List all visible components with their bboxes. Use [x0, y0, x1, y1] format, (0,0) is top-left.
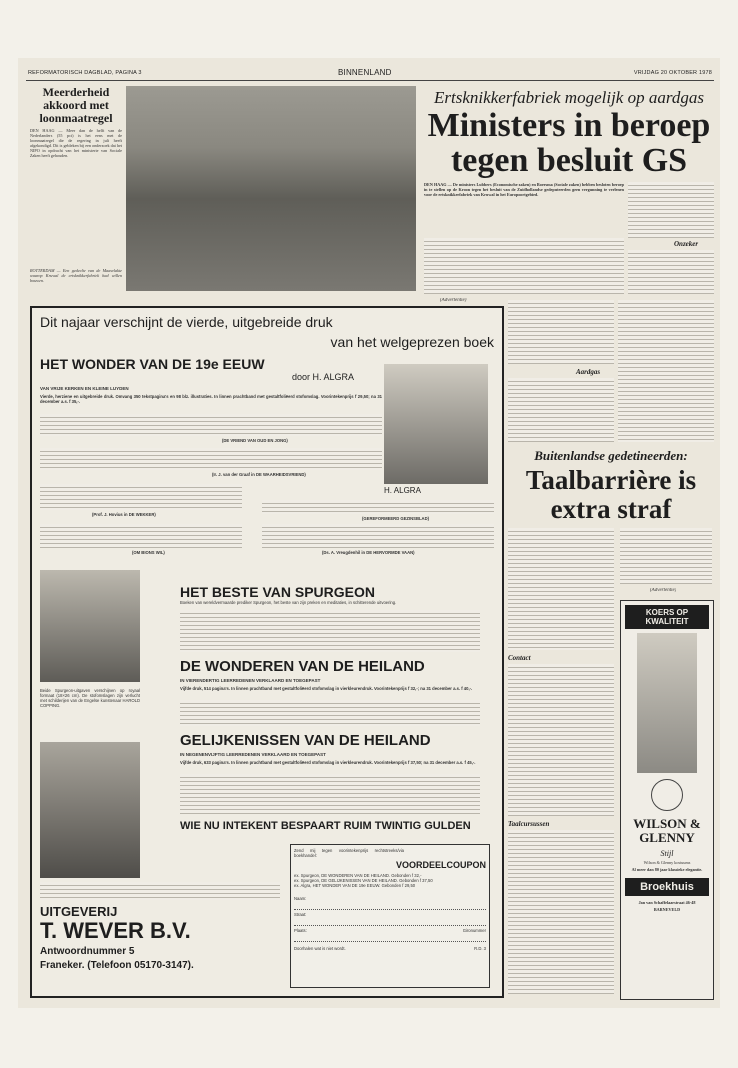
quote3 [262, 500, 494, 514]
quote5-source: (OM BIONS WIL) [132, 550, 165, 555]
quote6 [262, 524, 494, 548]
quote2 [40, 448, 382, 470]
book4-title: GELIJKENISSEN VAN DE HEILAND [180, 732, 431, 749]
algra-label: H. ALGRA [384, 486, 421, 495]
quote2-source: (Ir. J. van der Graaf in DE WAARHEIDSVRIEND) [212, 472, 306, 477]
header-rule [26, 80, 714, 81]
article3-body3 [508, 830, 614, 994]
book4-sub: IN NEGENENVIJFTIG LEERREDENEN VERKLAARD EN TOEGEPAST [180, 752, 326, 757]
coupon-line3[interactable]: ex. Algra, HET WONDER VAN DE 19e EEUW. Gebonden f 29,50 [294, 883, 416, 888]
article3-col2 [620, 528, 712, 584]
coupon-plaats-field[interactable] [294, 935, 486, 942]
rightad-sub: Al meer dan 80 jaar klassieke elegantie. [631, 867, 703, 872]
spurgeon-portrait [40, 570, 140, 682]
book2-body [180, 610, 480, 652]
algra-portrait [384, 364, 488, 484]
rightad-city: BARNEVELD [653, 907, 681, 912]
wilson-glenny-ad [620, 600, 714, 1000]
article3-kicker: Buitenlandse gedetineerden: [534, 448, 688, 463]
ad-top1: Dit najaar verschijnt de vierde, uitgebreide druk [40, 314, 333, 330]
publisher-city: Franeker. (Telefoon 05170-3147). [40, 960, 194, 971]
ad-top2: van het welgeprezen boek [330, 334, 494, 350]
article3-title: Taalbarrière is extra straf [525, 465, 697, 524]
crest-icon [651, 779, 683, 811]
book-advertisement [30, 306, 504, 998]
coupon-naam-field[interactable] [294, 903, 486, 910]
rightad-top: KOERS OP KWALITEIT [625, 605, 709, 629]
header-left: REFORMATORISCH DAGBLAD, PAGINA 3 [28, 70, 142, 76]
article2-sub-onzeker: Onzeker [674, 240, 699, 248]
coupon-intro: Zend mij tegen voorintekenprijs rechtstreeks/via boekhandel: [294, 848, 404, 858]
article2-body-right [628, 182, 714, 238]
coupon-plaats-label: Plaats: [294, 928, 307, 933]
article3-sub-contact: Contact [508, 654, 531, 662]
quote3-source: (GEREFORMEERD GEZINSBLAD) [362, 516, 429, 521]
book4-body [180, 774, 480, 814]
advertentie-label: (Advertentie) [440, 298, 467, 303]
book1-author: door H. ALGRA [292, 372, 355, 382]
coupon-title: VOORDEELCOUPON [395, 860, 486, 870]
voordeelcoupon[interactable] [290, 844, 490, 988]
article1-body: DEN HAAG — Meer dan de helft van de Nederlanders (55 pct) is het eens met de loonmaatregel die de regering in juli heeft afgekondigd. Dit is gebleken bij een onderzoek dat het NIPO in opdracht van het ministerie van Sociale Zaken heeft gehouden. [30, 128, 122, 158]
coupon-ref: R.D. 3 [474, 946, 486, 951]
publisher-address: Antwoordnummer 5 [40, 946, 135, 957]
book2-note: Boeken van wereldvermaarde prediker Spurgeon, het beste van zijn preken en meditaties, in schitterende uitvoering. [180, 600, 397, 605]
rightad-s-text: Wilson & Glenny kostuums [643, 860, 691, 865]
header-section: BINNENLAND [338, 68, 392, 77]
article2-col3 [508, 300, 614, 364]
book3-spec: Vijfde druk, 514 pagina's. In linnen prachtband met gestaltfoliëerd stofomslag in vierkleurendruk. Voorintekenprijs f 32,-; na 31 december a.s. f 40,-. [180, 686, 473, 691]
coupon-naam-label: Naam: [294, 896, 307, 901]
ad-slogan: WIE NU INTEKENT BESPAART RUIM TWINTIG GULDEN [180, 820, 471, 832]
ad-order-text [40, 882, 280, 900]
article2-col4 [618, 300, 714, 442]
book2-title: HET BESTE VAN SPURGEON [180, 584, 375, 600]
rightad-style: Stijl [660, 849, 674, 858]
publisher-name: T. WEVER B.V. [40, 918, 191, 943]
rightad-brand: WILSON & GLENNY [633, 816, 701, 845]
coupon-straat-label: Straat: [294, 912, 307, 917]
quote1 [40, 414, 382, 436]
quote4-source: (Prof. J. Hovius in DE WEKKER) [92, 512, 156, 517]
suit-illustration [637, 633, 697, 773]
quote6-source: (Ds. A. Vreugdenhil in DE HERVORMDE VAAN) [322, 550, 415, 555]
header-date: VRIJDAG 20 OKTOBER 1978 [633, 70, 712, 76]
rightad-adv-label: (Advertentie) [650, 588, 677, 593]
article2-sub-aardgas: Aardgas [576, 368, 601, 376]
publisher-label: UITGEVERIJ [40, 904, 118, 919]
coupon-footer: Doorhalen wat is niet wordt. [294, 946, 346, 951]
article3-sub-taalcursussen: Taalcursussen [508, 820, 550, 828]
coupon-giro-label: Gironummer [462, 928, 486, 933]
article1-title: Meerderheid akkoord met loonmaatregel [39, 85, 113, 125]
book1-title: HET WONDER VAN DE 19e EEUW [40, 356, 265, 372]
book4-spec: Vijfde druk, 633 pagina's. In linnen prachtband met gestaltfoliëerd stofomslag in vierkleurendruk. Voorintekenprijs f 37,50; na 31 december a.s. f 45,-. [180, 760, 476, 765]
quote5 [40, 524, 242, 548]
article2-title: Ministers in beroep tegen besluit GS [427, 107, 711, 179]
coupon-line1[interactable]: ex. Spurgeon, DE WONDEREN VAN DE HEILAND. Gebonden f 32,- [294, 873, 422, 878]
maasvlakte-photo [126, 86, 416, 291]
book1-spec: Vierde, herziene en uitgebreide druk. Omvang 350 tekstpagina's en 98 blz. illustraties. In linnen prachtband met gestaltfoliëerd stofomslag. Voorintekenprijs f 29,50; na 31 december a.s. f 35,-. [40, 394, 382, 404]
article2-body-right2 [628, 250, 714, 294]
article2-lead: DEN HAAG — De ministers Lubbers (Economische zaken) en Boersma (Sociale zaken) hebben besloten beroep in te stellen op de Kroon tegen het besluit van de Zuidhollandse gedeputeerden geen vergunning te verlenen voor de ertsknikkerfabriek van Kruwal in het Europoortgebied. [424, 182, 624, 197]
article1-caption: ROTTERDAM — Een gedeelte van de Maasvlakte waarop Kruwal de ertsknikkerfabriek had willen bouwen. [30, 268, 122, 283]
spurgeon-caption: Beide Spurgeon-uitgaven verschijnen op royaal formaat (18×26 cm). De stofomslagen zijn verlucht met schilderijen van de Engelse kunstenaar HAROLD COPPING. [40, 688, 140, 708]
rightad-addr: Jan van Schaffelaarstraat 46-48 [638, 900, 696, 905]
coupon-straat-field[interactable] [294, 919, 486, 926]
quote1-source: (DE VRIEND VAN OUD EN JONG) [222, 438, 288, 443]
copping-painting [40, 742, 140, 878]
quote4 [40, 484, 242, 510]
book1-sub: VAN VRIJE KERKEN EN KLEINE LUYDEN [40, 386, 129, 391]
book3-title: DE WONDEREN VAN DE HEILAND [180, 658, 425, 675]
book3-body [180, 700, 480, 726]
rightad-shop: Broekhuis [625, 878, 709, 896]
article2-body [424, 238, 624, 294]
book3-sub: IN VIERENDERTIG LEERREDENEN VERKLAARD EN TOEGEPAST [180, 678, 321, 683]
article2-col3b [508, 378, 614, 442]
article3-body2 [508, 664, 614, 816]
article3-body [508, 528, 614, 650]
coupon-line2[interactable]: ex. Spurgeon, DE GELIJKENISSEN VAN DE HEILAND. Gebonden f 37,50 [294, 878, 433, 883]
article2-kicker: Ertsknikkerfabriek mogelijk op aardgas [434, 88, 704, 107]
